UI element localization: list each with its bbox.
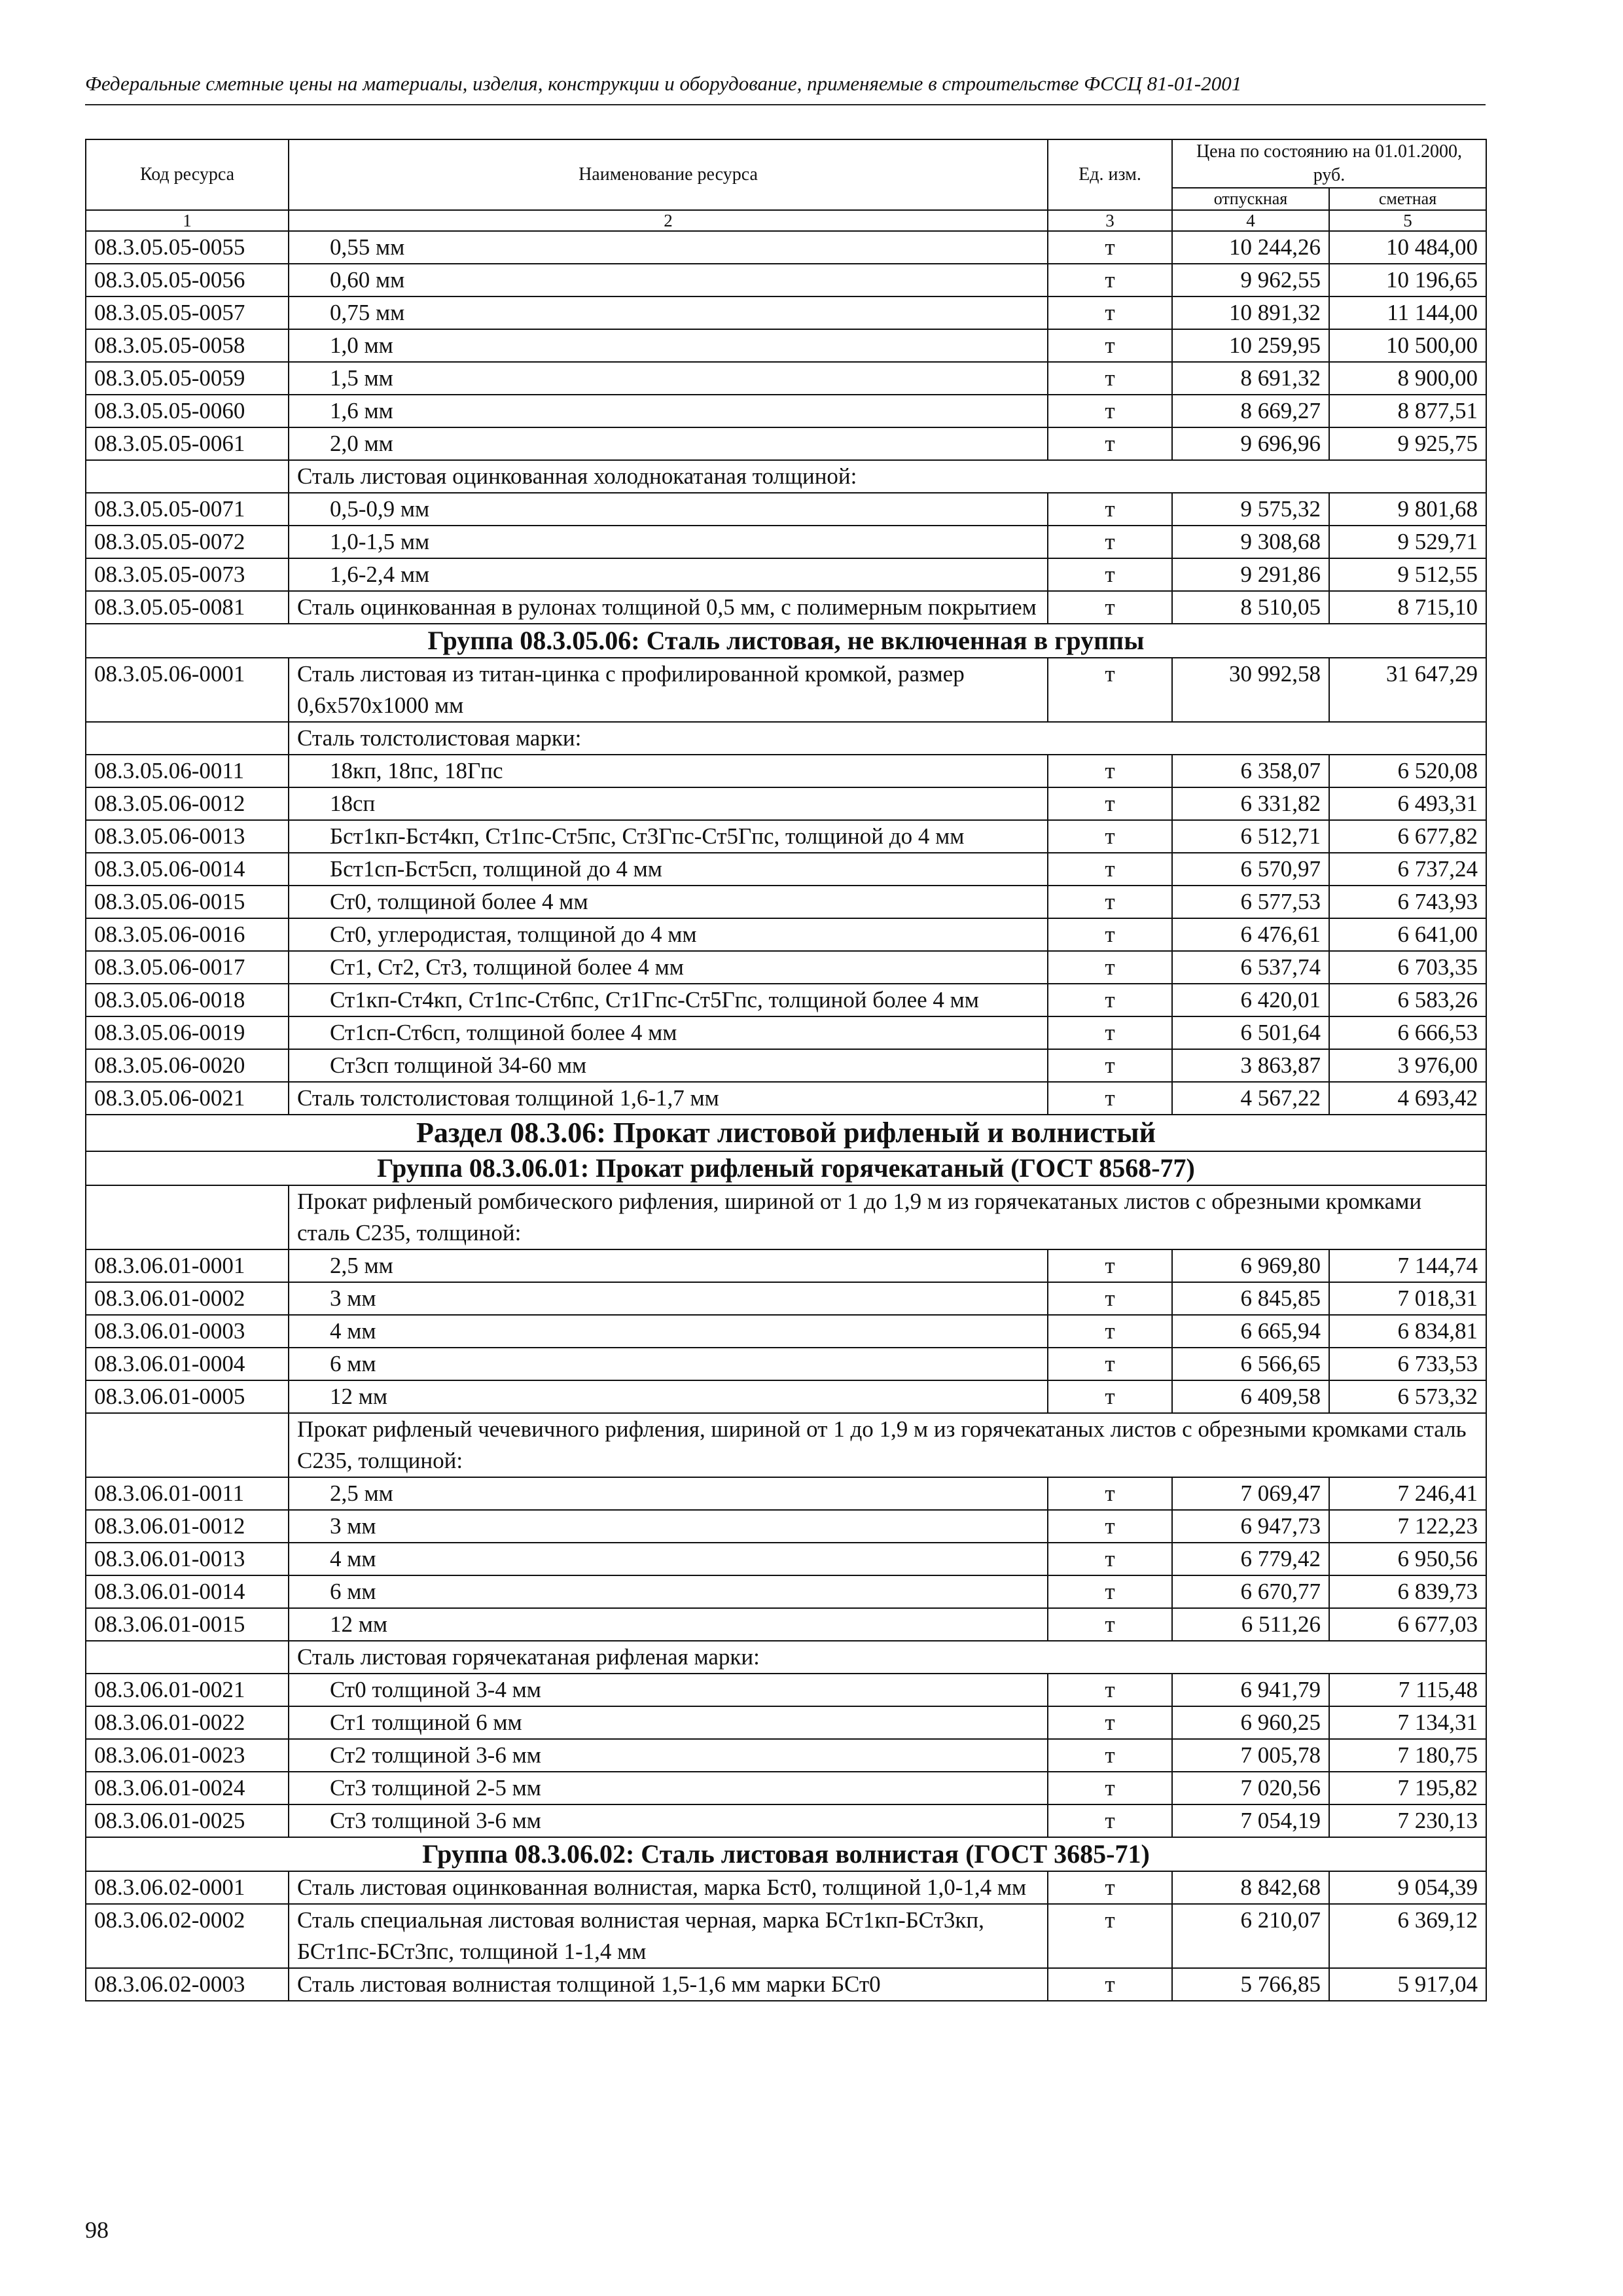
table-row — [86, 951, 1486, 984]
resource-name: 4 мм — [289, 1543, 1048, 1575]
empty-cell — [86, 1641, 289, 1674]
release-price: 6 210,07 — [1172, 1904, 1329, 1968]
resource-name: 6 мм — [289, 1575, 1048, 1608]
resource-name: Ст1кп-Ст4кп, Ст1пс-Ст6пс, Ст1Гпс-Ст5Гпс, толщиной более 4 мм — [289, 984, 1048, 1016]
estimate-price: 10 500,00 — [1329, 329, 1486, 362]
release-price: 6 570,97 — [1172, 853, 1329, 886]
resource-name: 4 мм — [289, 1315, 1048, 1348]
table-row — [86, 853, 1486, 886]
col-number: 4 — [1172, 210, 1329, 231]
resource-code: 08.3.06.02-0001 — [86, 1871, 289, 1904]
unit: т — [1048, 427, 1172, 460]
resource-name: Ст2 толщиной 3-6 мм — [289, 1739, 1048, 1772]
resource-name: 18кп, 18пс, 18Гпс — [289, 755, 1048, 787]
resource-code: 08.3.06.01-0013 — [86, 1543, 289, 1575]
estimate-price: 6 641,00 — [1329, 918, 1486, 951]
unit: т — [1048, 1871, 1172, 1904]
subheading-row — [86, 1641, 1486, 1674]
resource-code: 08.3.06.01-0002 — [86, 1282, 289, 1315]
resource-code: 08.3.05.06-0012 — [86, 787, 289, 820]
resource-name: 0,60 мм — [289, 264, 1048, 296]
unit: т — [1048, 1049, 1172, 1082]
release-price: 10 244,26 — [1172, 231, 1329, 264]
release-price: 7 054,19 — [1172, 1804, 1329, 1837]
release-price: 8 510,05 — [1172, 591, 1329, 624]
estimate-price: 6 743,93 — [1329, 886, 1486, 918]
unit: т — [1048, 886, 1172, 918]
unit: т — [1048, 984, 1172, 1016]
col-header-release-price: отпускная — [1172, 188, 1329, 210]
group-row — [86, 624, 1486, 658]
table-row — [86, 1380, 1486, 1413]
table-row — [86, 1674, 1486, 1706]
estimate-price: 10 484,00 — [1329, 231, 1486, 264]
estimate-price: 9 801,68 — [1329, 493, 1486, 526]
subheading-text: Прокат рифленый чечевичного рифления, шириной от 1 до 1,9 м из горячекатаных листов с обрезными кромками сталь С235, толщиной: — [289, 1413, 1486, 1477]
resource-code: 08.3.05.05-0058 — [86, 329, 289, 362]
resource-code: 08.3.06.01-0015 — [86, 1608, 289, 1641]
resource-code: 08.3.05.05-0055 — [86, 231, 289, 264]
release-price: 8 691,32 — [1172, 362, 1329, 395]
subheading-text: Прокат рифленый ромбического рифления, шириной от 1 до 1,9 м из горячекатаных листов с обрезными кромками сталь С235, толщиной: — [289, 1185, 1486, 1249]
resource-code: 08.3.05.06-0001 — [86, 658, 289, 722]
release-price: 6 537,74 — [1172, 951, 1329, 984]
resource-code: 08.3.05.05-0073 — [86, 558, 289, 591]
resource-name: Ст1сп-Ст6сп, толщиной более 4 мм — [289, 1016, 1048, 1049]
col-header-estimate-price: сметная — [1329, 188, 1486, 210]
table-row — [86, 1904, 1486, 1968]
unit: т — [1048, 951, 1172, 984]
estimate-price: 6 573,32 — [1329, 1380, 1486, 1413]
resource-code: 08.3.06.01-0004 — [86, 1348, 289, 1380]
estimate-price: 5 917,04 — [1329, 1968, 1486, 2001]
resource-code: 08.3.06.01-0011 — [86, 1477, 289, 1510]
estimate-price: 6 677,03 — [1329, 1608, 1486, 1641]
resource-code: 08.3.06.01-0021 — [86, 1674, 289, 1706]
resource-name: Ст0, толщиной более 4 мм — [289, 886, 1048, 918]
unit: т — [1048, 1575, 1172, 1608]
resource-name: Сталь листовая волнистая толщиной 1,5-1,6 мм марки БСт0 — [289, 1968, 1048, 2001]
estimate-price: 6 677,82 — [1329, 820, 1486, 853]
unit: т — [1048, 658, 1172, 722]
estimate-price: 6 737,24 — [1329, 853, 1486, 886]
resource-name: 2,0 мм — [289, 427, 1048, 460]
unit: т — [1048, 296, 1172, 329]
unit: т — [1048, 362, 1172, 395]
resource-name: 2,5 мм — [289, 1477, 1048, 1510]
resource-code: 08.3.05.05-0072 — [86, 526, 289, 558]
col-number: 2 — [289, 210, 1048, 231]
unit: т — [1048, 1804, 1172, 1837]
subheading-text: Сталь листовая горячекатаная рифленая марки: — [289, 1641, 1486, 1674]
subheading-row — [86, 460, 1486, 493]
resource-code: 08.3.05.06-0020 — [86, 1049, 289, 1082]
resource-code: 08.3.06.01-0025 — [86, 1804, 289, 1837]
subheading-text: Сталь толстолистовая марки: — [289, 722, 1486, 755]
unit: т — [1048, 1706, 1172, 1739]
table-row — [86, 1282, 1486, 1315]
table-row — [86, 1772, 1486, 1804]
estimate-price: 6 520,08 — [1329, 755, 1486, 787]
unit: т — [1048, 395, 1172, 427]
resource-name: 3 мм — [289, 1510, 1048, 1543]
resource-name: 6 мм — [289, 1348, 1048, 1380]
table-row — [86, 1016, 1486, 1049]
estimate-price: 9 054,39 — [1329, 1871, 1486, 1904]
table-row — [86, 1804, 1486, 1837]
col-header-price: Цена по состоянию на 01.01.2000, руб. — [1172, 139, 1486, 188]
table-row — [86, 329, 1486, 362]
release-price: 6 665,94 — [1172, 1315, 1329, 1348]
release-price: 3 863,87 — [1172, 1049, 1329, 1082]
table-row — [86, 526, 1486, 558]
estimate-price: 8 900,00 — [1329, 362, 1486, 395]
resource-code: 08.3.05.06-0014 — [86, 853, 289, 886]
table-row — [86, 1575, 1486, 1608]
resource-name: 18сп — [289, 787, 1048, 820]
table-row — [86, 427, 1486, 460]
unit: т — [1048, 1348, 1172, 1380]
table-row — [86, 558, 1486, 591]
estimate-price: 11 144,00 — [1329, 296, 1486, 329]
resource-code: 08.3.06.01-0005 — [86, 1380, 289, 1413]
release-price: 9 962,55 — [1172, 264, 1329, 296]
release-price: 9 308,68 — [1172, 526, 1329, 558]
resource-name: Сталь листовая оцинкованная волнистая, марка Бст0, толщиной 1,0-1,4 мм — [289, 1871, 1048, 1904]
table-row — [86, 1348, 1486, 1380]
table-row — [86, 1477, 1486, 1510]
estimate-price: 7 018,31 — [1329, 1282, 1486, 1315]
release-price: 6 501,64 — [1172, 1016, 1329, 1049]
estimate-price: 6 703,35 — [1329, 951, 1486, 984]
table-row — [86, 918, 1486, 951]
resource-code: 08.3.05.06-0017 — [86, 951, 289, 984]
group-row — [86, 1151, 1486, 1185]
table-row — [86, 787, 1486, 820]
section-row — [86, 1115, 1486, 1151]
estimate-price: 6 369,12 — [1329, 1904, 1486, 1968]
resource-code: 08.3.05.06-0018 — [86, 984, 289, 1016]
resource-name: Сталь специальная листовая волнистая черная, марка БСт1кп-БСт3кп, БСт1пс-БСт3пс, толщиной 1-1,4 мм — [289, 1904, 1048, 1968]
estimate-price: 6 839,73 — [1329, 1575, 1486, 1608]
group-title: Группа 08.3.05.06: Сталь листовая, не включенная в группы — [86, 624, 1486, 658]
resource-name: Ст0, углеродистая, толщиной до 4 мм — [289, 918, 1048, 951]
estimate-price: 6 666,53 — [1329, 1016, 1486, 1049]
resource-name: Ст0 толщиной 3-4 мм — [289, 1674, 1048, 1706]
unit: т — [1048, 493, 1172, 526]
table-row — [86, 1543, 1486, 1575]
resource-code: 08.3.05.05-0056 — [86, 264, 289, 296]
unit: т — [1048, 1380, 1172, 1413]
col-number: 1 — [86, 210, 289, 231]
resource-code: 08.3.05.05-0081 — [86, 591, 289, 624]
empty-cell — [86, 460, 289, 493]
release-price: 9 575,32 — [1172, 493, 1329, 526]
table-row — [86, 1049, 1486, 1082]
release-price: 6 577,53 — [1172, 886, 1329, 918]
release-price: 4 567,22 — [1172, 1082, 1329, 1115]
table-row — [86, 395, 1486, 427]
release-price: 6 331,82 — [1172, 787, 1329, 820]
estimate-price: 6 834,81 — [1329, 1315, 1486, 1348]
estimate-price: 7 180,75 — [1329, 1739, 1486, 1772]
resource-name: 3 мм — [289, 1282, 1048, 1315]
resource-code: 08.3.05.06-0011 — [86, 755, 289, 787]
release-price: 6 358,07 — [1172, 755, 1329, 787]
estimate-price: 7 122,23 — [1329, 1510, 1486, 1543]
unit: т — [1048, 231, 1172, 264]
table-row — [86, 1315, 1486, 1348]
release-price: 10 259,95 — [1172, 329, 1329, 362]
release-price: 6 476,61 — [1172, 918, 1329, 951]
table-row — [86, 755, 1486, 787]
estimate-price: 31 647,29 — [1329, 658, 1486, 722]
resource-name: 12 мм — [289, 1608, 1048, 1641]
release-price: 6 420,01 — [1172, 984, 1329, 1016]
section-title: Раздел 08.3.06: Прокат листовой рифленый и волнистый — [86, 1115, 1486, 1151]
group-row — [86, 1837, 1486, 1871]
resource-name: 12 мм — [289, 1380, 1048, 1413]
unit: т — [1048, 1904, 1172, 1968]
estimate-price: 6 493,31 — [1329, 787, 1486, 820]
unit: т — [1048, 755, 1172, 787]
estimate-price: 6 583,26 — [1329, 984, 1486, 1016]
estimate-price: 7 144,74 — [1329, 1249, 1486, 1282]
resource-name: Сталь толстолистовая толщиной 1,6-1,7 мм — [289, 1082, 1048, 1115]
resource-name: Сталь оцинкованная в рулонах толщиной 0,5 мм, с полимерным покрытием — [289, 591, 1048, 624]
table-row — [86, 1871, 1486, 1904]
release-price: 6 512,71 — [1172, 820, 1329, 853]
resource-name: 0,55 мм — [289, 231, 1048, 264]
estimate-price: 4 693,42 — [1329, 1082, 1486, 1115]
estimate-price: 10 196,65 — [1329, 264, 1486, 296]
resource-code: 08.3.05.05-0071 — [86, 493, 289, 526]
table-row — [86, 1706, 1486, 1739]
release-price: 6 670,77 — [1172, 1575, 1329, 1608]
resource-name: 1,6 мм — [289, 395, 1048, 427]
unit: т — [1048, 820, 1172, 853]
unit: т — [1048, 558, 1172, 591]
unit: т — [1048, 1510, 1172, 1543]
resource-code: 08.3.05.06-0021 — [86, 1082, 289, 1115]
resource-code: 08.3.05.06-0019 — [86, 1016, 289, 1049]
resource-name: Ст3 толщиной 3-6 мм — [289, 1804, 1048, 1837]
resource-name: Бст1кп-Бст4кп, Ст1пс-Ст5пс, Ст3Гпс-Ст5Гпс, толщиной до 4 мм — [289, 820, 1048, 853]
resource-code: 08.3.06.01-0024 — [86, 1772, 289, 1804]
estimate-price: 7 134,31 — [1329, 1706, 1486, 1739]
table-row — [86, 362, 1486, 395]
estimate-price: 3 976,00 — [1329, 1049, 1486, 1082]
estimate-price: 7 115,48 — [1329, 1674, 1486, 1706]
release-price: 6 511,26 — [1172, 1608, 1329, 1641]
resource-code: 08.3.05.05-0060 — [86, 395, 289, 427]
unit: т — [1048, 591, 1172, 624]
resource-code: 08.3.06.01-0012 — [86, 1510, 289, 1543]
resource-code: 08.3.05.05-0057 — [86, 296, 289, 329]
release-price: 6 969,80 — [1172, 1249, 1329, 1282]
release-price: 7 069,47 — [1172, 1477, 1329, 1510]
unit: т — [1048, 853, 1172, 886]
release-price: 6 960,25 — [1172, 1706, 1329, 1739]
release-price: 8 669,27 — [1172, 395, 1329, 427]
resource-code: 08.3.05.05-0059 — [86, 362, 289, 395]
estimate-price: 7 195,82 — [1329, 1772, 1486, 1804]
release-price: 6 845,85 — [1172, 1282, 1329, 1315]
release-price: 6 947,73 — [1172, 1510, 1329, 1543]
col-number: 5 — [1329, 210, 1486, 231]
table-row — [86, 264, 1486, 296]
release-price: 6 941,79 — [1172, 1674, 1329, 1706]
resource-code: 08.3.05.06-0013 — [86, 820, 289, 853]
resource-code: 08.3.06.01-0022 — [86, 1706, 289, 1739]
estimate-price: 7 230,13 — [1329, 1804, 1486, 1837]
resource-name: 1,5 мм — [289, 362, 1048, 395]
header-rule — [85, 104, 1486, 105]
resource-name: Ст3 толщиной 2-5 мм — [289, 1772, 1048, 1804]
table-row — [86, 1608, 1486, 1641]
unit: т — [1048, 1608, 1172, 1641]
unit: т — [1048, 787, 1172, 820]
running-header: Федеральные сметные цены на материалы, изделия, конструкции и оборудование, применяемые в строительстве ФССЦ 81-01-2001 — [85, 72, 1242, 95]
resource-code: 08.3.06.01-0003 — [86, 1315, 289, 1348]
estimate-price: 9 529,71 — [1329, 526, 1486, 558]
release-price: 30 992,58 — [1172, 658, 1329, 722]
table-row — [86, 1739, 1486, 1772]
unit: т — [1048, 1674, 1172, 1706]
unit: т — [1048, 918, 1172, 951]
resource-name: Ст1 толщиной 6 мм — [289, 1706, 1048, 1739]
subheading-text: Сталь листовая оцинкованная холоднокатаная толщиной: — [289, 460, 1486, 493]
release-price: 5 766,85 — [1172, 1968, 1329, 2001]
table-row — [86, 591, 1486, 624]
resource-code: 08.3.06.02-0002 — [86, 1904, 289, 1968]
table-row — [86, 984, 1486, 1016]
unit: т — [1048, 1082, 1172, 1115]
resource-name: Сталь листовая из титан-цинка с профилированной кромкой, размер 0,6х570х1000 мм — [289, 658, 1048, 722]
unit: т — [1048, 1477, 1172, 1510]
resource-code: 08.3.05.05-0061 — [86, 427, 289, 460]
resource-name: 2,5 мм — [289, 1249, 1048, 1282]
subheading-row — [86, 1185, 1486, 1249]
unit: т — [1048, 1739, 1172, 1772]
table-body — [86, 231, 1486, 2001]
resource-name: 0,75 мм — [289, 296, 1048, 329]
resource-code: 08.3.06.02-0003 — [86, 1968, 289, 2001]
estimate-price: 6 950,56 — [1329, 1543, 1486, 1575]
resource-name: 0,5-0,9 мм — [289, 493, 1048, 526]
table-row — [86, 231, 1486, 264]
release-price: 7 005,78 — [1172, 1739, 1329, 1772]
unit: т — [1048, 1772, 1172, 1804]
col-header-code: Код ресурса — [86, 139, 289, 210]
unit: т — [1048, 1282, 1172, 1315]
release-price: 6 409,58 — [1172, 1380, 1329, 1413]
table-row — [86, 1249, 1486, 1282]
unit: т — [1048, 526, 1172, 558]
unit: т — [1048, 1016, 1172, 1049]
release-price: 8 842,68 — [1172, 1871, 1329, 1904]
table-row — [86, 658, 1486, 722]
unit: т — [1048, 1543, 1172, 1575]
release-price: 9 291,86 — [1172, 558, 1329, 591]
table-row — [86, 886, 1486, 918]
page-number: 98 — [85, 2217, 109, 2243]
release-price: 6 779,42 — [1172, 1543, 1329, 1575]
empty-cell — [86, 722, 289, 755]
unit: т — [1048, 1315, 1172, 1348]
table-row — [86, 493, 1486, 526]
resource-code: 08.3.06.01-0014 — [86, 1575, 289, 1608]
table-row — [86, 296, 1486, 329]
price-table — [85, 139, 1487, 2001]
subheading-row — [86, 722, 1486, 755]
col-number: 3 — [1048, 210, 1172, 231]
resource-code: 08.3.06.01-0001 — [86, 1249, 289, 1282]
table-row — [86, 820, 1486, 853]
unit: т — [1048, 329, 1172, 362]
resource-name: Ст3сп толщиной 34-60 мм — [289, 1049, 1048, 1082]
unit: т — [1048, 1968, 1172, 2001]
group-title: Группа 08.3.06.02: Сталь листовая волнистая (ГОСТ 3685-71) — [86, 1837, 1486, 1871]
resource-name: Бст1сп-Бст5сп, толщиной до 4 мм — [289, 853, 1048, 886]
resource-code: 08.3.05.06-0016 — [86, 918, 289, 951]
resource-code: 08.3.06.01-0023 — [86, 1739, 289, 1772]
estimate-price: 8 877,51 — [1329, 395, 1486, 427]
release-price: 9 696,96 — [1172, 427, 1329, 460]
table-row — [86, 1082, 1486, 1115]
estimate-price: 7 246,41 — [1329, 1477, 1486, 1510]
unit: т — [1048, 264, 1172, 296]
resource-name: 1,0-1,5 мм — [289, 526, 1048, 558]
resource-name: 1,6-2,4 мм — [289, 558, 1048, 591]
release-price: 7 020,56 — [1172, 1772, 1329, 1804]
empty-cell — [86, 1185, 289, 1249]
release-price: 6 566,65 — [1172, 1348, 1329, 1380]
resource-code: 08.3.05.06-0015 — [86, 886, 289, 918]
empty-cell — [86, 1413, 289, 1477]
estimate-price: 6 733,53 — [1329, 1348, 1486, 1380]
col-header-unit: Ед. изм. — [1048, 139, 1172, 210]
estimate-price: 9 512,55 — [1329, 558, 1486, 591]
release-price: 10 891,32 — [1172, 296, 1329, 329]
resource-name: 1,0 мм — [289, 329, 1048, 362]
estimate-price: 9 925,75 — [1329, 427, 1486, 460]
resource-name: Ст1, Ст2, Ст3, толщиной более 4 мм — [289, 951, 1048, 984]
estimate-price: 8 715,10 — [1329, 591, 1486, 624]
col-header-name: Наименование ресурса — [289, 139, 1048, 210]
table-row — [86, 1510, 1486, 1543]
unit: т — [1048, 1249, 1172, 1282]
group-title: Группа 08.3.06.01: Прокат рифленый горячекатаный (ГОСТ 8568-77) — [86, 1151, 1486, 1185]
subheading-row — [86, 1413, 1486, 1477]
table-row — [86, 1968, 1486, 2001]
